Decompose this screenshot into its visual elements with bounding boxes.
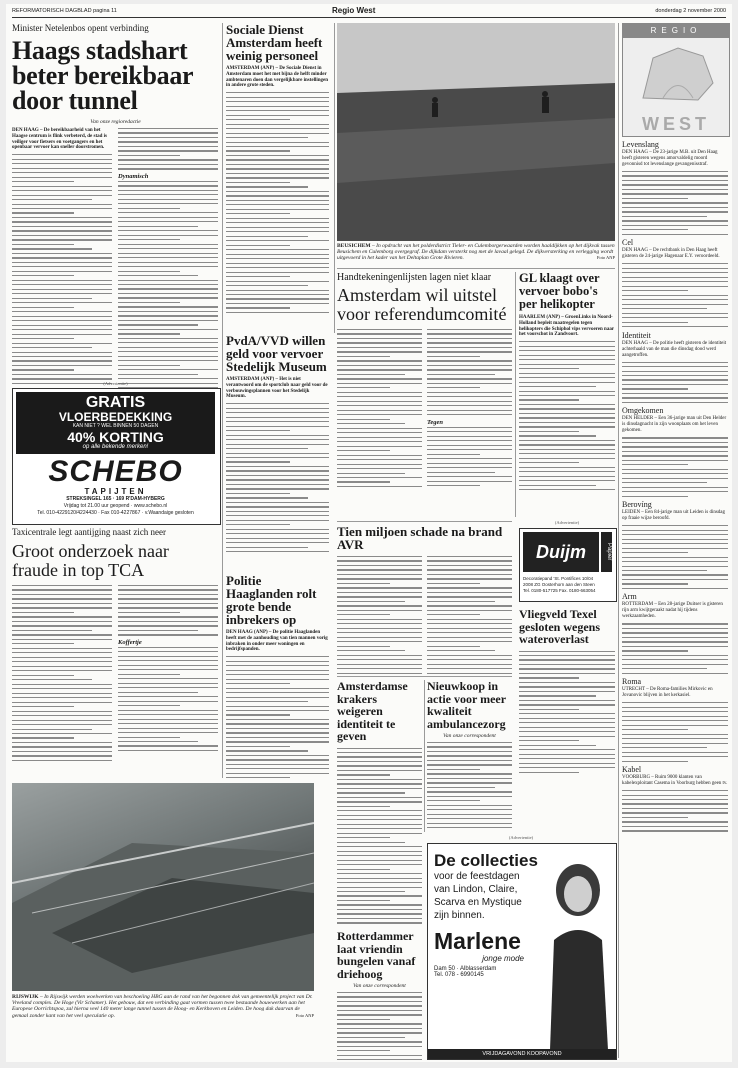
article-kicker: Taxicentrale legt aantijging naast zich neer: [12, 527, 167, 537]
article-headline[interactable]: GL klaagt over vervoer bobo's per helikopter: [519, 272, 600, 311]
issue-date: donderdag 2 november 2000: [655, 8, 726, 14]
article-lead: HAARLEM (ANP) – GroenLinks in Noord-Holland bepleit maatregelen tegen helikopters die Schiphol vips vervoeren naar het voorschot in Zandvoort.: [519, 315, 614, 338]
photo-construction-image: [12, 783, 314, 991]
photo-credit: Foto ANP: [295, 1012, 314, 1018]
body-text: [622, 362, 728, 404]
ad-side: Papier: [601, 532, 612, 572]
article-pvda-vvd[interactable]: [226, 334, 329, 569]
brief-text: LEIDEN – Een 84-jarige man uit Leiden is dinsdag op fraaie wijze beroofd.: [622, 510, 726, 522]
brief-title: Berovíng: [622, 500, 652, 510]
ad-duijm[interactable]: [519, 528, 617, 602]
caption-lead: BEUSICHEM: [337, 243, 371, 249]
article-headline[interactable]: Amsterdamse krakers weigeren identiteit te geven: [337, 680, 408, 743]
column-divider: [515, 272, 516, 517]
brief-text: UTRECHT – De Roma-families Mirkovic en Jovanovic blijven in het kerkasiel.: [622, 687, 713, 699]
article-headline[interactable]: Sociale Dienst Amsterdam heeft weinig personeel: [226, 23, 323, 63]
caption-text: – In opdracht van het polderdistrict Tieler- en Culemborgerwaarden worden haaldijkken op het dijkvak tussen Beusichem en Culemborg overgegraf. De dijkdam versterkt nog met de lavaal gelegd. De dijkversterking en verlegging wordt uitgevoerd in het kader van het Deltaplan Grote Rivieren.: [337, 243, 615, 262]
article-fraude[interactable]: [12, 527, 219, 779]
brief-text: DEN HAAG – De politie heeft gisteren de identiteit achterhaald van de man die dinsdag dood werd aangetroffen.: [622, 340, 727, 358]
ad-line-vloer: VLOERBEDEKKING: [58, 410, 173, 424]
article-nieuwkoop[interactable]: [427, 680, 512, 830]
article-lead: AMSTERDAM (ANP) – De Sociale Dienst in Amsterdam moet het met bijna de helft minder ambtenaren doen dan vergelijkbare instellingen in andere grote steden.: [226, 66, 329, 89]
ad-line: Tel. 0180-517725 Fax. 0180-663054: [523, 588, 596, 593]
ad-line-collecties: De collecties: [434, 851, 538, 870]
article-rotterdammer[interactable]: [337, 930, 422, 1060]
section-rule: [337, 521, 512, 522]
caption-lead: RIJSWIJK: [12, 994, 39, 1000]
article-gl-helikopter[interactable]: [519, 272, 615, 512]
ad-address: Dam 50 · Alblasserdam: [434, 966, 497, 972]
body-text: [622, 263, 728, 327]
article-headline[interactable]: PvdA/VVD willen geld voor vervoer Stedelijk Museum: [226, 334, 327, 374]
ad-tel: Tel. 010-4229120/4224430 · Fax 010-4227867 · v.Waandaige gesloten: [37, 510, 194, 516]
body-text: [427, 329, 512, 415]
body-text: [427, 427, 512, 486]
article-lead: DEN HAAG – De bereikbaarheid van het Haagse centrum is flink verbeterd, de stad is veiliger voor fietsers en voetgangers en het openbaar vervoer kan sneller doorstromen.: [12, 128, 107, 151]
column-divider: [334, 23, 335, 333]
brief-beroving[interactable]: [622, 500, 728, 589]
article-headline[interactable]: Nieuwkoop in actie voor meer kwaliteit ambulancezorg: [427, 680, 506, 731]
article-lead: AMSTERDAM (ANP) – Het is niet verantwoord om de sportclub naar geld voor de verbouwingsplannen voor het Stedelijk Museum.: [226, 377, 328, 400]
ad-marlene[interactable]: [427, 843, 617, 1060]
caption-text: – In Rijswijk werden woelwerken van beschoeiing HBG aan de rand van het begonnen dok van gemeentelijk project van Dr. Vreeland complex. De Hoge (Vir Schamer). Het gebouw, dat een verbinding gaat vormen tussen twee bestaande bouwwerken aan het Europese Oorrichtspoa, zal hierna veel 140 meter lange tunnel tussen de Hoog- en Kerkhoven en Leiden. De hoog dak daarvan de gemaal zonder kant van het veel speculatie op.: [12, 994, 313, 1019]
brief-text: VOORBURG – Ruim 9000 klanten van kabelexploitant Casema in Voorburg hebben geen tv.: [622, 775, 728, 787]
ad-brand: Marlene: [434, 928, 521, 954]
body-text: [519, 341, 615, 490]
ad-label: (Advertentie): [508, 835, 534, 840]
article-headline[interactable]: Groot onderzoek naar fraude in top TCA: [12, 541, 169, 580]
brief-cel[interactable]: [622, 238, 728, 327]
article-stadshart[interactable]: [12, 23, 219, 389]
ad-line-kan: KAN NIET ? WEL BINNEN 50 DAGEN: [72, 423, 159, 429]
body-text: [622, 437, 728, 496]
article-subhead: Dynamisch: [118, 172, 149, 180]
body-text: [118, 181, 218, 389]
ad-brand: Duijm: [523, 532, 599, 572]
article-headline[interactable]: Rotterdammer laat vriendin bungelen vanaf driehoog: [337, 930, 416, 981]
column-divider: [222, 23, 223, 778]
article-texel[interactable]: [519, 608, 615, 778]
brief-title: Kabel: [622, 765, 642, 775]
article-headline[interactable]: Amsterdam wil uitstel voor referendumcomité: [337, 285, 507, 324]
body-text: [226, 403, 329, 552]
newspaper-page: [6, 4, 732, 1062]
brief-title: Arm: [622, 592, 637, 602]
body-text: [337, 992, 422, 1060]
body-text: [12, 154, 112, 384]
article-kicker: Minister Netelenbos opent verbinding: [12, 23, 149, 33]
header-rule: [12, 17, 726, 18]
ad-line-gratis: GRATIS: [85, 394, 146, 411]
column-divider: [618, 23, 619, 1058]
brief-identiteit[interactable]: [622, 331, 728, 404]
ad-line-binnen: zijn binnen.: [434, 910, 485, 921]
ad-label: (Advertentie): [554, 520, 580, 525]
page-header: [12, 6, 726, 16]
body-text: [622, 171, 728, 235]
body-text: [622, 702, 728, 761]
brief-text: DEN HAAG – De rechtbank in Den Haag heeft gisteren de 24-jarige Hagenaar E.Y. veroordeeld.: [622, 248, 720, 260]
ad-brand-sub: TAPIJTEN: [84, 487, 147, 496]
body-text: [622, 525, 728, 589]
body-text: [118, 128, 218, 170]
ad-footer: VRIJDAGAVOND KOOPAVOND: [428, 1049, 616, 1059]
ad-schebo[interactable]: [12, 388, 221, 525]
brief-roma[interactable]: [622, 677, 728, 761]
ad-address: STREKSINGEL 165 · 169 R'DAM-HYBERG: [66, 496, 165, 502]
banner-top: REGIO: [623, 24, 729, 38]
brief-kabel[interactable]: [622, 765, 728, 832]
article-politie[interactable]: [226, 574, 329, 779]
photo-beusichem[interactable]: [337, 23, 615, 241]
brief-title: Omgekomen: [622, 406, 664, 416]
ad-line-merken: van Lindon, Claire,: [434, 884, 518, 895]
article-schade-avr[interactable]: [337, 525, 512, 675]
ad-line-merken: op alle bekende merken!: [82, 444, 149, 450]
brief-text: DEN HELDER – Een 36-jarige man uit Den Helder is dinsdagnacht in zijn woonplaats om het leven gekomen.: [622, 416, 727, 434]
article-byline: Van onze correspondent: [443, 733, 496, 739]
caption-beusichem: [337, 243, 615, 265]
body-text: [226, 92, 329, 313]
ad-brand-sub: jonge mode: [482, 954, 524, 963]
regio-west-banner: [622, 23, 730, 137]
brief-text: DEN HAAG – De 23-jarige M.B. uit Den Haag heeft gisteren wegens amorvaldelig moord gevonnisd tot levenslange gevangenisstraf.: [622, 150, 718, 167]
article-subhead: Koffertje: [118, 638, 142, 646]
photo-dike-image: [337, 23, 615, 241]
ad-line: Decoratiepand 'St. Pontifices 10/04: [523, 576, 594, 581]
brief-omgekomen[interactable]: [622, 406, 728, 496]
caption-rijswijk: [12, 994, 314, 1042]
body-text: [519, 651, 615, 773]
article-byline: Van onze regioredactie: [90, 119, 141, 125]
section-title: Regio West: [332, 6, 376, 15]
column-divider: [424, 680, 425, 832]
article-headline[interactable]: Politie Haaglanden rolt grote bende inbrekers op: [226, 574, 317, 627]
brief-levenslang[interactable]: [622, 140, 728, 235]
article-subhead: Tegen: [427, 418, 444, 426]
ad-hours: Vrijdag tot 21.00 uur geopend · www.schebo.nl: [63, 503, 168, 509]
ad-tel: Tel. 078 - 6990145: [434, 972, 484, 978]
article-headline[interactable]: Tien miljoen schade na brand AVR: [337, 525, 503, 552]
ad-brand: SCHEBO: [48, 455, 183, 488]
body-text: [337, 329, 422, 490]
body-text: [226, 656, 329, 779]
brief-title: Identiteit: [622, 330, 651, 340]
ad-label: (Advertentie): [103, 381, 128, 386]
photo-credit: Foto ANP: [596, 255, 615, 261]
banner-bottom: WEST: [642, 114, 710, 134]
brief-title: Roma: [622, 677, 642, 687]
ad-line-korting: 40% KORTING: [67, 429, 164, 445]
body-text: [337, 748, 422, 926]
article-sociale-dienst[interactable]: [226, 23, 329, 329]
brief-title: Levenslang: [622, 140, 659, 149]
body-text: [622, 623, 728, 674]
regio-map-icon: [623, 38, 729, 108]
body-text: [427, 556, 512, 675]
article-referendum[interactable]: [337, 272, 512, 520]
brief-arm[interactable]: [622, 592, 728, 674]
sidebar-briefs: [622, 140, 728, 1058]
article-headline[interactable]: Haags stadshart beter bereikbaar door tunnel: [12, 36, 193, 115]
paper-name: REFORMATORISCH DAGBLAD pagina 11: [12, 8, 117, 14]
ad-line: 2008 ZG Oosterhorn aan den Steen: [523, 582, 595, 587]
body-text: [118, 647, 218, 751]
body-text: [337, 556, 422, 675]
model-portrait-image: [540, 850, 610, 1050]
article-lead: DEN HAAG (ANP) – De politie Haaglanden heeft met de aanhouding van tien mannen vorig inbraken in onder meer woningen en bedrijfspanden.: [226, 630, 328, 653]
article-headline[interactable]: Vliegveld Texel gesloten wegens wateroverlast: [519, 608, 600, 646]
body-text: [622, 790, 728, 832]
section-rule: [337, 268, 615, 269]
article-byline: Van onze correspondent: [353, 983, 406, 989]
ad-line-feestdagen: voor de feestdagen: [434, 871, 520, 882]
body-text: [12, 585, 112, 764]
photo-rijswijk[interactable]: [12, 783, 314, 991]
section-rule: [337, 676, 512, 677]
article-krakers[interactable]: [337, 680, 422, 925]
article-kicker: Handtekeningenlijsten lagen niet klaar: [337, 272, 492, 283]
brief-title: Cel: [622, 238, 634, 248]
brief-text: ROTTERDAM – Een 28-jarige Duitser is gisteren rijn arm kwijtgeraakt nadat hij tijdens werkzaamheden.: [622, 602, 723, 620]
body-text: [118, 585, 218, 636]
ad-line-merken2: Scarva en Mystique: [434, 897, 522, 908]
body-text: [427, 742, 512, 830]
